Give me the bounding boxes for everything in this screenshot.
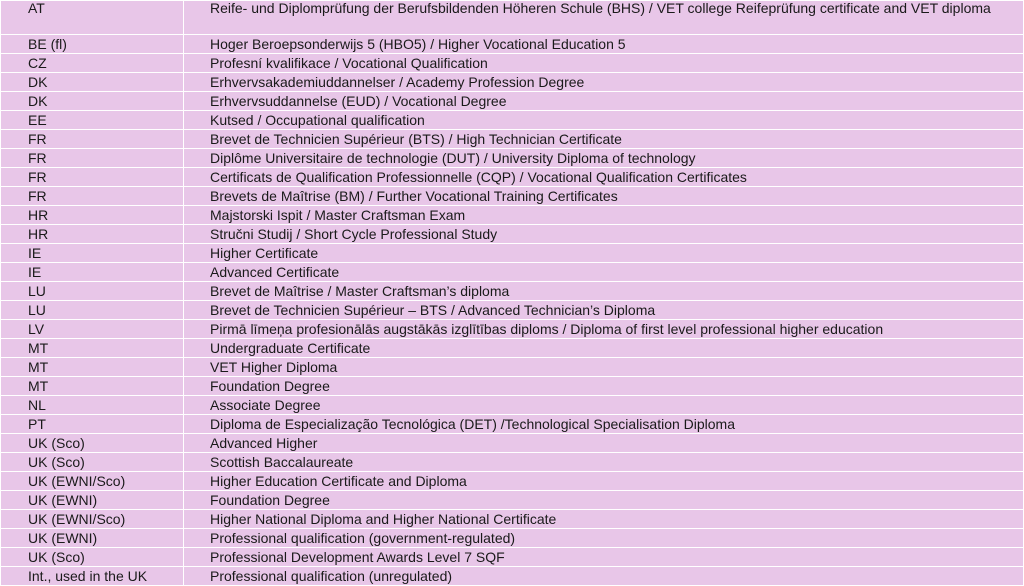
table-row: [1, 282, 1024, 301]
qualification-cell: Higher Certificate: [184, 244, 1024, 263]
country-cell: CZ: [1, 54, 184, 73]
qualification-cell: Professional qualification (government-regulated): [184, 529, 1024, 548]
qualification-cell: Associate Degree: [184, 396, 1024, 415]
qualification-cell: Kutsed / Occupational qualification: [184, 111, 1024, 130]
qualification-cell: Pirmā līmeņa profesionālās augstākās izglītības diploms / Diploma of first level professional higher education: [184, 320, 1024, 339]
table-row: [1, 358, 1024, 377]
qualification-cell: Profesní kvalifikace / Vocational Qualification: [184, 54, 1024, 73]
table-row: [1, 149, 1024, 168]
qualification-cell: Certificats de Qualification Professionnelle (CQP) / Vocational Qualification Certificates: [184, 168, 1024, 187]
country-cell: LV: [1, 320, 184, 339]
table-row: [1, 35, 1024, 54]
qualification-cell: Professional Development Awards Level 7 SQF: [184, 548, 1024, 567]
table-row: [1, 111, 1024, 130]
qualification-cell: Erhvervsuddannelse (EUD) / Vocational Degree: [184, 92, 1024, 111]
qualification-cell: Scottish Baccalaureate: [184, 453, 1024, 472]
qualification-cell: Diplôme Universitaire de technologie (DUT) / University Diploma of technology: [184, 149, 1024, 168]
country-cell: HR: [1, 225, 184, 244]
table-row: [1, 529, 1024, 548]
table-row: [1, 415, 1024, 434]
qualification-cell: Higher Education Certificate and Diploma: [184, 472, 1024, 491]
qualification-cell: Foundation Degree: [184, 377, 1024, 396]
country-cell: BE (fl): [1, 35, 184, 54]
table-row: [1, 244, 1024, 263]
qualification-cell: Advanced Higher: [184, 434, 1024, 453]
country-cell: AT: [1, 1, 184, 35]
country-cell: MT: [1, 377, 184, 396]
table-row: [1, 377, 1024, 396]
qualifications-table-body: [1, 1, 1024, 586]
country-cell: DK: [1, 92, 184, 111]
table-row: [1, 206, 1024, 225]
table-row: [1, 320, 1024, 339]
country-cell: UK (EWNI): [1, 529, 184, 548]
qualification-cell: VET Higher Diploma: [184, 358, 1024, 377]
table-row: [1, 54, 1024, 73]
table-row: [1, 472, 1024, 491]
qualification-cell: Brevet de Technicien Supérieur – BTS / Advanced Technician’s Diploma: [184, 301, 1024, 320]
qualification-cell: Brevets de Maîtrise (BM) / Further Vocational Training Certificates: [184, 187, 1024, 206]
table-row: [1, 396, 1024, 415]
table-row: [1, 1, 1024, 35]
country-cell: UK (EWNI/Sco): [1, 510, 184, 529]
country-cell: LU: [1, 301, 184, 320]
country-cell: FR: [1, 130, 184, 149]
country-cell: EE: [1, 111, 184, 130]
table-row: [1, 73, 1024, 92]
country-cell: HR: [1, 206, 184, 225]
table-row: [1, 301, 1024, 320]
table-row: [1, 339, 1024, 358]
qualification-cell: Foundation Degree: [184, 491, 1024, 510]
table-row: [1, 168, 1024, 187]
table-row: [1, 567, 1024, 586]
country-cell: UK (EWNI/Sco): [1, 472, 184, 491]
table-row: [1, 510, 1024, 529]
table-row: [1, 225, 1024, 244]
qualification-cell: Advanced Certificate: [184, 263, 1024, 282]
country-cell: FR: [1, 187, 184, 206]
country-cell: UK (Sco): [1, 434, 184, 453]
country-cell: FR: [1, 149, 184, 168]
table-row: [1, 187, 1024, 206]
qualification-cell: Erhvervsakademiuddannelser / Academy Profession Degree: [184, 73, 1024, 92]
qualification-cell: Hoger Beroepsonderwijs 5 (HBO5) / Higher Vocational Education 5: [184, 35, 1024, 54]
table-row: [1, 130, 1024, 149]
country-cell: UK (Sco): [1, 548, 184, 567]
country-cell: UK (Sco): [1, 453, 184, 472]
table-row: [1, 263, 1024, 282]
country-cell: MT: [1, 339, 184, 358]
table-row: [1, 453, 1024, 472]
qualification-cell: Brevet de Technicien Supérieur (BTS) / High Technician Certificate: [184, 130, 1024, 149]
qualification-cell: Stručni Studij / Short Cycle Professional Study: [184, 225, 1024, 244]
qualification-cell: Reife- und Diplomprüfung der Berufsbildenden Höheren Schule (BHS) / VET college Reifeprüfung certificate and VET diploma: [184, 1, 1024, 35]
table-row: [1, 92, 1024, 111]
country-cell: FR: [1, 168, 184, 187]
country-cell: PT: [1, 415, 184, 434]
country-cell: Int., used in the UK: [1, 567, 184, 586]
country-cell: UK (EWNI): [1, 491, 184, 510]
qualification-cell: Brevet de Maîtrise / Master Craftsman’s diploma: [184, 282, 1024, 301]
table-row: [1, 548, 1024, 567]
qualification-cell: Undergraduate Certificate: [184, 339, 1024, 358]
country-cell: MT: [1, 358, 184, 377]
country-cell: IE: [1, 244, 184, 263]
qualification-cell: Majstorski Ispit / Master Craftsman Exam: [184, 206, 1024, 225]
qualification-cell: Professional qualification (unregulated): [184, 567, 1024, 586]
qualification-cell: Higher National Diploma and Higher National Certificate: [184, 510, 1024, 529]
table-row: [1, 434, 1024, 453]
country-cell: IE: [1, 263, 184, 282]
country-cell: DK: [1, 73, 184, 92]
qualification-cell: Diploma de Especialização Tecnológica (DET) /Technological Specialisation Diploma: [184, 415, 1024, 434]
country-cell: NL: [1, 396, 184, 415]
table-row: [1, 491, 1024, 510]
country-cell: LU: [1, 282, 184, 301]
